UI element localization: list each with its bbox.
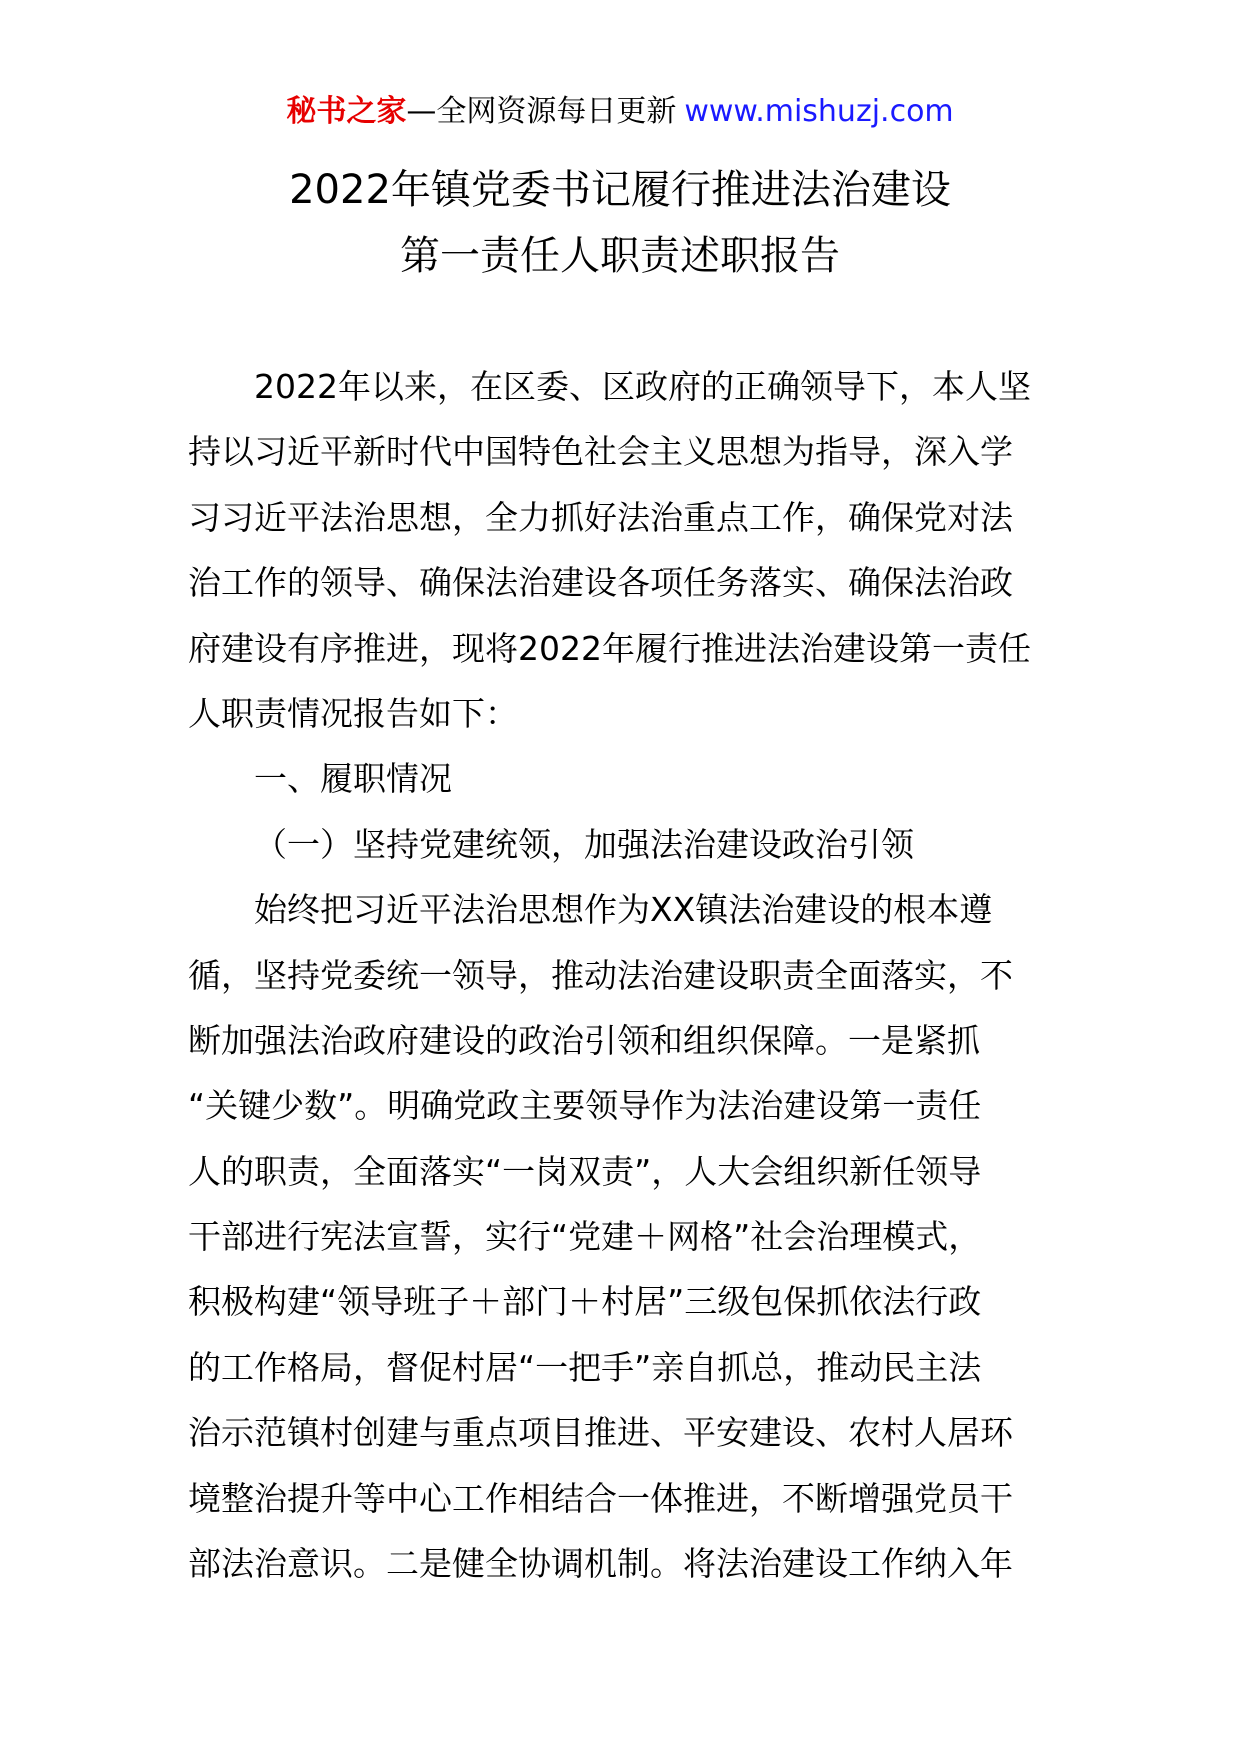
paragraph-line: 2022年以来，在区委、区政府的正确领导下，本人坚 [254,367,1031,406]
paragraph-line: 境整治提升等中心工作相结合一体推进，不断增强党员干 [188,1478,1013,1518]
brand-slogan: —全网资源每日更新 [406,94,677,129]
paragraph-line: 人的职责，全面落实“一岗双责”，人大会组织新任领导 [188,1151,982,1191]
paragraph-line: 持以习近平新时代中国特色社会主义思想为指导，深入学 [188,432,1013,472]
paragraph-line: “关键少数”。明确党政主要领导作为法治建设第一责任 [188,1086,982,1126]
paragraph-line: 干部进行宪法宣誓，实行“党建＋网格”社会治理模式， [188,1217,982,1257]
site-watermark-header [0,92,1240,132]
paragraph-line: 部法治意识。二是健全协调机制。将法治建设工作纳入年 [188,1544,1013,1584]
paragraph-line: 府建设有序推进，现将2022年履行推进法治建设第一责任 [188,628,1031,668]
section-heading: 一、履职情况 [254,759,452,799]
site-url: www.mishuzj.com [684,94,954,129]
paragraph-line: 断加强法治政府建设的政治引领和组织保障。一是紧抓 [188,1020,980,1060]
paragraph-line: 始终把习近平法治思想作为XX镇法治建设的根本遵 [254,890,993,930]
paragraph-line: 习习近平法治思想，全力抓好法治重点工作，确保党对法 [188,497,1013,537]
document-title-line-1: 2022年镇党委书记履行推进法治建设 [289,167,951,213]
subsection-heading: （一）坚持党建统领，加强法治建设政治引领 [254,824,914,864]
paragraph-line: 积极构建“领导班子＋部门＋村居”三级包保抓依法行政 [188,1282,982,1322]
document-title-line-2: 第一责任人职责述职报告 [400,233,840,279]
paragraph-line: 治工作的领导、确保法治建设各项任务落实、确保法治政 [188,563,1013,603]
paragraph-line: 的工作格局，督促村居“一把手”亲自抓总，推动民主法 [188,1347,982,1387]
document-body [188,354,1054,1596]
paragraph-line: 人职责情况报告如下： [188,693,518,733]
paragraph-line: 治示范镇村创建与重点项目推进、平安建设、农村人居环 [188,1413,1013,1453]
paragraph-line: 循，坚持党委统一领导，推动法治建设职责全面落实，不 [188,955,1013,995]
brand-name: 秘书之家 [286,94,407,129]
